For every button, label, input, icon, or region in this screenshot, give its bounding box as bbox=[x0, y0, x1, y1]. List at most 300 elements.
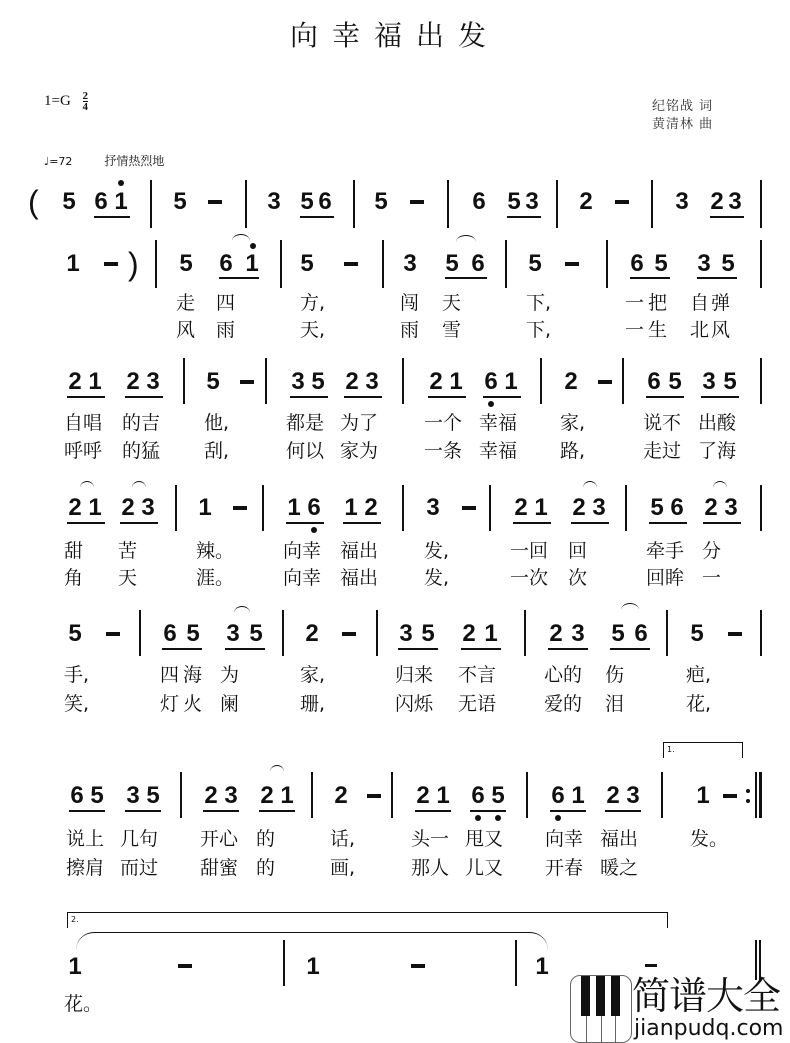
lyric: 回 bbox=[568, 540, 588, 562]
note: 2 bbox=[704, 494, 718, 521]
note: 5 bbox=[650, 494, 664, 521]
lyric: 辣。 bbox=[196, 540, 235, 562]
note: 2 bbox=[68, 368, 82, 395]
lyric: 归来 bbox=[395, 664, 434, 686]
sustain-dash bbox=[104, 262, 118, 266]
tie-arc bbox=[76, 932, 548, 953]
note: 1 bbox=[696, 782, 710, 809]
note: 1 bbox=[436, 782, 450, 809]
bar-line bbox=[282, 610, 284, 656]
lyric: 他, bbox=[204, 412, 230, 434]
lyric: 几句 bbox=[120, 828, 159, 850]
note: 5 bbox=[68, 620, 82, 647]
lyric: 无语 bbox=[458, 693, 497, 715]
slur bbox=[583, 481, 597, 488]
eighth-underline bbox=[610, 648, 650, 650]
bar-line bbox=[245, 180, 247, 228]
note: 1 bbox=[66, 250, 80, 277]
lyric: 角 bbox=[64, 567, 84, 589]
low-octave-dot bbox=[488, 401, 494, 407]
note: 3 bbox=[626, 782, 640, 809]
lyric: 四 bbox=[216, 292, 236, 314]
sustain-dash bbox=[723, 794, 737, 798]
slur bbox=[621, 603, 639, 610]
note: 1 bbox=[504, 368, 518, 395]
eighth-underline bbox=[203, 810, 239, 812]
lyric: 发, bbox=[424, 540, 450, 562]
lyric: 向幸 bbox=[545, 828, 584, 850]
eighth-underline bbox=[398, 648, 438, 650]
bar-line bbox=[515, 940, 517, 986]
note: 2 bbox=[121, 494, 135, 521]
bar-line bbox=[180, 772, 182, 818]
note: 5 bbox=[300, 250, 314, 277]
bar-line bbox=[376, 610, 378, 656]
eighth-underline bbox=[94, 216, 130, 218]
eighth-underline bbox=[344, 396, 382, 398]
lyric: 一次 bbox=[510, 567, 549, 589]
close-parenthesis: ) bbox=[128, 246, 139, 282]
lyric: 发, bbox=[424, 567, 450, 589]
note: 2 bbox=[68, 494, 82, 521]
note: 5 bbox=[173, 188, 187, 215]
note: 3 bbox=[592, 494, 606, 521]
note: 3 bbox=[728, 188, 742, 215]
note: 6 bbox=[647, 368, 661, 395]
eighth-underline bbox=[259, 810, 295, 812]
lyric: 那人 bbox=[411, 857, 450, 879]
key-signature bbox=[44, 91, 88, 112]
bar-line bbox=[402, 358, 404, 404]
note: 2 bbox=[606, 782, 620, 809]
lyric: 甜蜜 bbox=[200, 857, 239, 879]
note: 3 bbox=[399, 620, 413, 647]
note: 5 bbox=[507, 188, 521, 215]
note: 2 bbox=[514, 494, 528, 521]
note: 5 bbox=[146, 782, 160, 809]
note: 5 bbox=[249, 620, 263, 647]
sustain-dash bbox=[462, 506, 476, 510]
note: 3 bbox=[146, 368, 160, 395]
lyric: 开春 bbox=[545, 857, 584, 879]
repeat-bar-thin bbox=[755, 772, 757, 818]
slur bbox=[456, 235, 476, 242]
time-numerator: 2 bbox=[82, 90, 89, 102]
lyric: 路, bbox=[560, 440, 586, 462]
lyric: 心的 bbox=[544, 664, 583, 686]
lyric: 头一 bbox=[411, 828, 450, 850]
lyric: 灯火 bbox=[160, 693, 207, 715]
note: 5 bbox=[690, 620, 704, 647]
repeat-bar-thick bbox=[759, 772, 762, 818]
note: 5 bbox=[179, 250, 193, 277]
note: 3 bbox=[724, 494, 738, 521]
sustain-dash bbox=[565, 262, 579, 266]
sustain-dash bbox=[410, 200, 424, 204]
eighth-underline bbox=[710, 216, 744, 218]
eighth-underline bbox=[120, 522, 158, 524]
note: 3 bbox=[365, 368, 379, 395]
note: 2 bbox=[364, 494, 378, 521]
lyric: 家, bbox=[300, 664, 326, 686]
note: 2 bbox=[204, 782, 218, 809]
note: 6 bbox=[307, 494, 321, 521]
note: 6 bbox=[94, 188, 108, 215]
eighth-underline bbox=[605, 810, 641, 812]
lyric: 天 bbox=[442, 292, 462, 314]
note: 1 bbox=[114, 188, 128, 215]
bar-line bbox=[666, 610, 668, 656]
bar-line bbox=[505, 240, 507, 288]
sustain-dash bbox=[342, 632, 356, 636]
lyric: 分 bbox=[702, 540, 722, 562]
eighth-underline bbox=[550, 810, 586, 812]
sustain-dash bbox=[240, 380, 254, 384]
lyric: 疤, bbox=[686, 664, 712, 686]
lyric: 幸福 bbox=[479, 412, 518, 434]
lyric: 向幸 bbox=[283, 567, 322, 589]
slur bbox=[232, 234, 250, 241]
bar-line bbox=[760, 240, 762, 288]
lyric: 方, bbox=[300, 292, 326, 314]
note: 5 bbox=[421, 620, 435, 647]
lyric: 的吉 bbox=[122, 412, 161, 434]
note: 2 bbox=[305, 620, 319, 647]
bar-line bbox=[265, 358, 267, 404]
note: 1 bbox=[571, 782, 585, 809]
note: 3 bbox=[224, 782, 238, 809]
lyric: 闪烁 bbox=[395, 693, 434, 715]
lyric: 一条 bbox=[424, 440, 463, 462]
slur bbox=[270, 765, 284, 772]
note: 1 bbox=[68, 953, 82, 980]
eighth-underline bbox=[69, 810, 105, 812]
bar-line bbox=[760, 610, 762, 656]
watermark-name: 简谱大全 bbox=[632, 974, 781, 1018]
lyric: 走过 bbox=[643, 440, 682, 462]
bar-line bbox=[606, 240, 608, 288]
bar-line bbox=[155, 240, 157, 288]
lyric: 幸福 bbox=[479, 440, 518, 462]
lyric: 话, bbox=[330, 828, 356, 850]
lyric: 风 bbox=[176, 319, 196, 341]
lyric: 下, bbox=[526, 319, 552, 341]
sustain-dash bbox=[411, 964, 425, 968]
lyric: 福出 bbox=[600, 828, 639, 850]
eighth-underline bbox=[646, 396, 684, 398]
eighth-underline bbox=[225, 648, 265, 650]
eighth-underline bbox=[162, 648, 202, 650]
eighth-underline bbox=[67, 522, 105, 524]
sustain-dash bbox=[178, 964, 192, 968]
lyric: 牵手 bbox=[646, 540, 685, 562]
note: 6 bbox=[471, 782, 485, 809]
eighth-underline bbox=[428, 396, 466, 398]
bar-line bbox=[489, 485, 491, 531]
note: 3 bbox=[291, 368, 305, 395]
note: 2 bbox=[572, 494, 586, 521]
note: 2 bbox=[126, 368, 140, 395]
lyric: 的猛 bbox=[122, 440, 161, 462]
sustain-dash bbox=[645, 964, 657, 967]
lyric: 儿又 bbox=[465, 857, 504, 879]
note: 6 bbox=[318, 188, 332, 215]
note: 1 bbox=[280, 782, 294, 809]
bar-line bbox=[353, 180, 355, 228]
lyric: 涯。 bbox=[196, 567, 235, 589]
note: 1 bbox=[88, 494, 102, 521]
note: 6 bbox=[634, 620, 648, 647]
bar-line bbox=[391, 772, 393, 818]
eighth-underline bbox=[445, 277, 487, 279]
lyric: 雪 bbox=[442, 319, 462, 341]
eighth-underline bbox=[343, 522, 381, 524]
note: 1 bbox=[344, 494, 358, 521]
bar-line bbox=[283, 940, 285, 986]
note: 2 bbox=[334, 782, 348, 809]
open-parenthesis: ( bbox=[28, 184, 39, 220]
high-octave-dot bbox=[118, 180, 124, 186]
eighth-underline bbox=[703, 522, 741, 524]
note: 1 bbox=[287, 494, 301, 521]
lyric: 天 bbox=[118, 567, 138, 589]
lyric: 都是 bbox=[286, 412, 325, 434]
expression-marking: 抒情热烈地 bbox=[104, 154, 165, 168]
note: 2 bbox=[549, 620, 563, 647]
eighth-underline bbox=[415, 810, 451, 812]
sustain-dash bbox=[344, 262, 358, 266]
bar-line bbox=[183, 358, 185, 404]
bar-line bbox=[526, 772, 528, 818]
lyric: 天, bbox=[300, 319, 326, 341]
note: 5 bbox=[723, 368, 737, 395]
lyric: 福出 bbox=[340, 567, 379, 589]
eighth-underline bbox=[483, 396, 521, 398]
note: 6 bbox=[670, 494, 684, 521]
composer-credit: 黄清林 曲 bbox=[652, 117, 714, 132]
sustain-dash bbox=[598, 380, 612, 384]
time-denominator: 4 bbox=[82, 101, 89, 113]
lyric: 何以 bbox=[286, 440, 325, 462]
time-signature bbox=[83, 91, 89, 112]
eighth-underline bbox=[67, 396, 105, 398]
note: 2 bbox=[429, 368, 443, 395]
note: 6 bbox=[484, 368, 498, 395]
eighth-underline bbox=[649, 522, 687, 524]
slur bbox=[713, 481, 727, 488]
sustain-dash bbox=[367, 794, 381, 798]
lyric: 的 bbox=[256, 857, 276, 879]
sustain-dash bbox=[106, 632, 120, 636]
lyric: 雨 bbox=[400, 319, 420, 341]
note: 5 bbox=[311, 368, 325, 395]
note: 3 bbox=[571, 620, 585, 647]
note: 1 bbox=[245, 250, 259, 277]
song-title: 向幸福出发 bbox=[289, 19, 500, 52]
bar-line bbox=[262, 485, 264, 531]
lyric: 自弹 bbox=[690, 292, 733, 314]
bar-line bbox=[556, 180, 558, 228]
lyric: 闯 bbox=[400, 292, 420, 314]
note: 1 bbox=[88, 368, 102, 395]
bar-line bbox=[625, 485, 627, 531]
bar-line bbox=[382, 240, 384, 288]
lyric: 福出 bbox=[340, 540, 379, 562]
lyric: 笑, bbox=[64, 693, 90, 715]
bar-line bbox=[139, 610, 141, 656]
note: 3 bbox=[697, 250, 711, 277]
lyric: 花。 bbox=[64, 993, 103, 1015]
lyric: 了海 bbox=[698, 440, 737, 462]
lyric: 回眸 bbox=[646, 567, 685, 589]
note: 5 bbox=[491, 782, 505, 809]
note: 2 bbox=[345, 368, 359, 395]
eighth-underline bbox=[470, 810, 506, 812]
lyric: 擦肩 bbox=[66, 857, 105, 879]
note: 3 bbox=[525, 188, 539, 215]
lyric: 苦 bbox=[118, 540, 138, 562]
note: 3 bbox=[126, 782, 140, 809]
tempo-value: ♩=72 bbox=[44, 155, 73, 168]
eighth-underline bbox=[697, 277, 737, 279]
eighth-underline bbox=[571, 522, 609, 524]
lyric: 一回 bbox=[510, 540, 549, 562]
note: 3 bbox=[141, 494, 155, 521]
note: 6 bbox=[163, 620, 177, 647]
key-label: 1=G bbox=[44, 92, 71, 109]
eighth-underline bbox=[125, 396, 163, 398]
lyric: 说不 bbox=[643, 412, 682, 434]
note: 6 bbox=[219, 250, 233, 277]
site-watermark bbox=[568, 975, 790, 1043]
eighth-underline bbox=[513, 522, 551, 524]
bar-line bbox=[760, 358, 762, 404]
note: 5 bbox=[721, 250, 735, 277]
lyric: 一把 bbox=[625, 292, 672, 314]
lyric: 雨 bbox=[216, 319, 236, 341]
sustain-dash bbox=[615, 200, 629, 204]
lyric: 为了 bbox=[340, 412, 379, 434]
low-octave-dot bbox=[311, 527, 317, 533]
repeat-dot bbox=[746, 799, 750, 803]
note: 5 bbox=[528, 250, 542, 277]
note: 1 bbox=[534, 494, 548, 521]
eighth-underline bbox=[300, 216, 334, 218]
lyric: 而过 bbox=[120, 857, 159, 879]
eighth-underline bbox=[701, 396, 739, 398]
lyric: 爱的 bbox=[544, 693, 583, 715]
first-ending-bracket: 1. bbox=[663, 742, 743, 758]
eighth-underline bbox=[507, 216, 541, 218]
second-ending-bracket: 2. bbox=[67, 912, 668, 928]
eighth-underline bbox=[548, 648, 588, 650]
note: 5 bbox=[62, 188, 76, 215]
note: 5 bbox=[90, 782, 104, 809]
note: 6 bbox=[472, 188, 486, 215]
bar-line bbox=[524, 610, 526, 656]
eighth-underline bbox=[286, 522, 324, 524]
lyric: 花, bbox=[686, 693, 712, 715]
eighth-underline bbox=[461, 648, 501, 650]
repeat-dot bbox=[746, 789, 750, 793]
sustain-dash bbox=[208, 200, 222, 204]
note: 2 bbox=[462, 620, 476, 647]
note: 6 bbox=[630, 250, 644, 277]
note: 1 bbox=[535, 953, 549, 980]
sustain-dash bbox=[728, 632, 742, 636]
note: 6 bbox=[70, 782, 84, 809]
note: 5 bbox=[445, 250, 459, 277]
bar-line bbox=[150, 180, 152, 228]
note: 5 bbox=[300, 188, 314, 215]
note: 1 bbox=[449, 368, 463, 395]
lyric: 手, bbox=[64, 664, 90, 686]
high-octave-dot bbox=[250, 243, 256, 249]
lyric: 家为 bbox=[340, 440, 379, 462]
note: 5 bbox=[668, 368, 682, 395]
lyric: 家, bbox=[560, 412, 586, 434]
low-octave-dot bbox=[495, 815, 501, 821]
note: 3 bbox=[702, 368, 716, 395]
note: 1 bbox=[198, 494, 212, 521]
lyric: 北风 bbox=[690, 319, 733, 341]
bar-line bbox=[540, 358, 542, 404]
lyric: 甜 bbox=[64, 540, 84, 562]
bar-line bbox=[622, 358, 624, 404]
note: 3 bbox=[403, 250, 417, 277]
note: 2 bbox=[579, 188, 593, 215]
lyric: 开心 bbox=[200, 828, 239, 850]
lyric: 下, bbox=[526, 292, 552, 314]
bar-line bbox=[311, 772, 313, 818]
lyric: 为 bbox=[220, 664, 240, 686]
slur bbox=[132, 481, 146, 488]
bar-line bbox=[760, 485, 762, 531]
lyric: 走 bbox=[176, 292, 196, 314]
lyric: 伤 bbox=[605, 664, 625, 686]
bar-line bbox=[651, 180, 653, 228]
lyric: 发。 bbox=[690, 828, 729, 850]
bar-line bbox=[447, 180, 449, 228]
slur bbox=[80, 481, 94, 488]
note: 3 bbox=[675, 188, 689, 215]
piano-keys-icon bbox=[570, 975, 632, 1043]
note: 3 bbox=[267, 188, 281, 215]
sustain-dash bbox=[233, 506, 247, 510]
note: 1 bbox=[484, 620, 498, 647]
lyric: 说上 bbox=[66, 828, 105, 850]
eighth-underline bbox=[630, 277, 670, 279]
lyric: 刮, bbox=[204, 440, 230, 462]
note: 2 bbox=[710, 188, 724, 215]
lyric: 画, bbox=[330, 857, 356, 879]
watermark-url: jianpudq.com bbox=[634, 1016, 784, 1041]
lyric: 呼呼 bbox=[64, 440, 103, 462]
bar-line bbox=[402, 485, 404, 531]
lyric: 出酸 bbox=[698, 412, 737, 434]
lyric: 暖之 bbox=[600, 857, 639, 879]
lyric: 一生 bbox=[625, 319, 672, 341]
note: 5 bbox=[186, 620, 200, 647]
note: 5 bbox=[206, 368, 220, 395]
lyric: 一 bbox=[702, 567, 722, 589]
eighth-underline bbox=[290, 396, 328, 398]
note: 2 bbox=[564, 368, 578, 395]
note: 1 bbox=[306, 953, 320, 980]
note: 3 bbox=[426, 494, 440, 521]
lyric: 次 bbox=[568, 567, 588, 589]
note: 6 bbox=[551, 782, 565, 809]
